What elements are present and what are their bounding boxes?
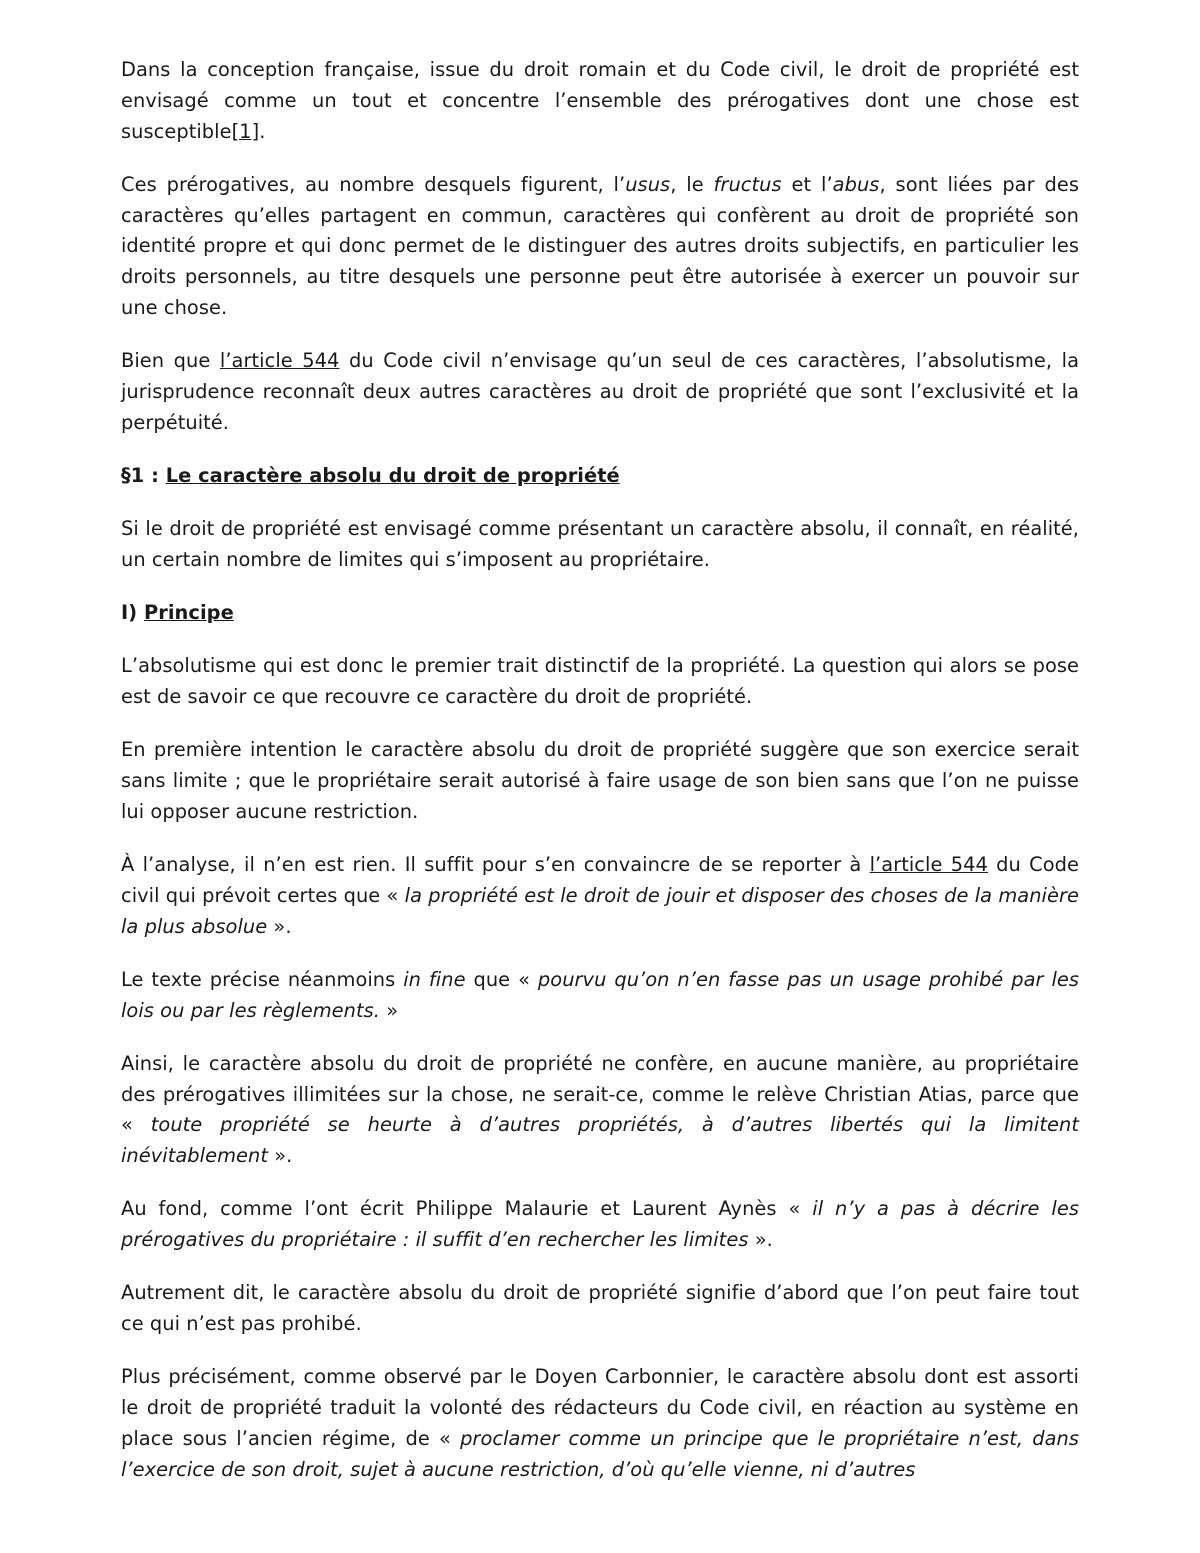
footnote-ref-1[interactable]: [1] — [231, 119, 260, 143]
paragraph-6: En première intention le caractère absolu du droit de propriété suggère que son exercice serait sans limite ; que le propriétaire serait autorisé à faire usage de son bien sans que l’on ne puisse lui opposer aucune restriction. — [121, 738, 1079, 823]
paragraph-1: Dans la conception française, issue du droit romain et du Code civil, le droit de propriété est envisagé comme un tout et concentre l’ensemble des prérogatives dont une chose est susceptible[1]. — [121, 58, 1079, 143]
article-544-link[interactable]: l’article 544 — [219, 349, 340, 373]
paragraph-10: Au fond, comme l’ont écrit Philippe Malaurie et Laurent Aynès « il n’y a pas à décrire les prérogatives du propriétaire : il suffit d’en rechercher les limites ». — [121, 1197, 1079, 1252]
paragraph-9: Ainsi, le caractère absolu du droit de propriété ne confère, en aucune manière, au propriétaire des prérogatives illimitées sur la chose, ne serait-ce, comme le relève Christian Atias, parce que « toute propriété se heurte à d’autres propriétés, à d’autres libertés qui la limitent inévitablement ». — [121, 1051, 1079, 1168]
paragraph-8: Le texte précise néanmoins in fine que « pourvu qu’on n’en fasse pas un usage prohibé par les lois ou par les règlements. » — [121, 967, 1080, 1022]
paragraph-2: Ces prérogatives, au nombre desquels figurent, l’usus, le fructus et l’abus, sont liées par des caractères qu’elles partagent en commun, caractères qui confèrent au droit de propriété son identité propre et qui donc permet de le distinguer des autres droits subjectifs, en particulier les droits personnels, au titre desquels une personne peut être autorisée à exercer un pouvoir sur une chose. — [121, 172, 1079, 319]
document-body — [121, 55, 1079, 1508]
paragraph-4: Si le droit de propriété est envisagé comme présentant un caractère absolu, il connaît, en réalité, un certain nombre de limites qui s’imposent au propriétaire. — [121, 517, 1079, 571]
article-544-link-2[interactable]: l’article 544 — [869, 853, 988, 877]
paragraph-5: L’absolutisme qui est donc le premier trait distinctif de la propriété. La question qui alors se pose est de savoir ce que recouvre ce caractère du droit de propriété. — [121, 654, 1079, 709]
paragraph-11: Autrement dit, le caractère absolu du droit de propriété signifie d’abord que l’on peut faire tout ce qui n’est pas prohibé. — [121, 1281, 1079, 1336]
paragraph-7: À l’analyse, il n’en est rien. Il suffit pour s’en convaincre de se reporter à l’article 544 du Code civil qui prévoit certes que « la propriété est le droit de jouir et disposer des choses de la manière la plus absolue ». — [121, 853, 1080, 938]
section-heading-1: §1 : Le caractère absolu du droit de propriété — [121, 463, 620, 487]
paragraph-3: Bien que l’article 544 du Code civil n’envisage qu’un seul de ces caractères, l’absolutisme, la jurisprudence reconnaît deux autres caractères au droit de propriété que sont l’exclusivité et la perpétuité. — [121, 349, 1080, 434]
paragraph-12: Plus précisément, comme observé par le Doyen Carbonnier, le caractère absolu dont est assorti le droit de propriété traduit la volonté des rédacteurs du Code civil, en réaction au système en place sous l’ancien régime, de « proclamer comme un principe que le propriétaire n’est, dans l’exercice de son droit, sujet à aucune restriction, d’où qu’elle vienne, ni d’autres — [121, 1365, 1079, 1481]
subsection-heading-principe: I) Principe — [121, 601, 234, 625]
